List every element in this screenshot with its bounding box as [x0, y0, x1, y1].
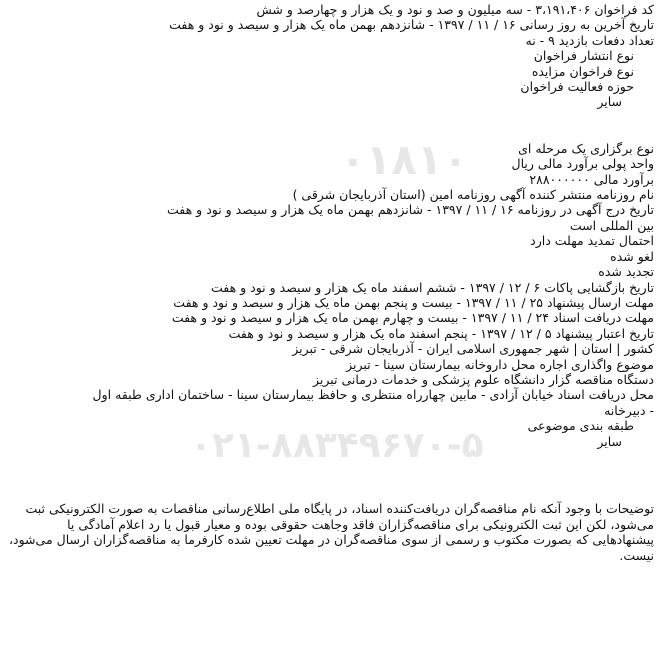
estimate-currency: واحد پولی برآورد مالی ریال [511, 156, 654, 172]
subject: موضوع واگذاری اجاره محل داروخانه بیمارستان سینا - تبریز [346, 356, 654, 372]
proposal-validity-date: تاریخ اعتبار پیشنهاد ۵ / ۱۲ / ۱۳۹۷ - پنجم اسفند ماه یک هزار و سیصد و نود و هفت [228, 325, 654, 341]
renewed-flag: تجدید شده [598, 264, 654, 280]
watermark-number: ۰۱۸۱۰ [340, 135, 469, 184]
tender-document [4, 2, 654, 646]
cancelled-flag: لغو شده [610, 248, 654, 264]
activity-area: حوزه فعالیت فراخوان [520, 79, 634, 95]
international-flag: بین المللی است [569, 217, 654, 233]
activity-area-value: سایر [597, 94, 622, 110]
organization: دستگاه مناقصه گزار دانشگاه علوم پزشکی و خدمات درمانی تبریز [312, 371, 654, 387]
call-type: نوع فراخوان مزایده [531, 63, 634, 79]
ad-date: تاریخ درج آگهی در روزنامه ۱۶ / ۱۱ / ۱۳۹۷ - شانزدهم بهمن ماه یک هزار و سیصد و نود و هفت [167, 202, 654, 218]
call-code: کد فراخوان ۳،۱۹۱،۴۰۶ - سه میلیون و صد و نود و یک هزار و چهارصد و شش [256, 2, 654, 17]
document-place-cont: - دبیرخانه [604, 402, 654, 418]
category-value: سایر [597, 433, 622, 449]
document-place: محل دریافت اسناد خیابان آزادی - مابین چهارراه منتظری و حافظ بیمارستان سینا - ساختمان اداری طبقه اول [92, 387, 654, 403]
watermark-phone: ۰۲۱-۸۸۳۴۹۶۷۰-۵ [190, 425, 484, 466]
visit-count: تعداد دفعات بازدید ۹ - نه [525, 32, 654, 48]
last-update-date: تاریخ آخرین به روز رسانی ۱۶ / ۱۱ / ۱۳۹۷ - شانزدهم بهمن ماه یک هزار و سیصد و نود و هفت [169, 17, 654, 33]
envelope-opening-date: تاریخ بازگشایی پاکات ۶ / ۱۲ / ۱۳۹۷ - ششم اسفند ماه یک هزار و سیصد و نود و هفت [210, 279, 654, 295]
location: کشور | استان | شهر جمهوری اسلامی ایران - آذربایجان شرقی - تبریز [292, 341, 654, 357]
publish-type: نوع انتشار فراخوان [533, 48, 634, 64]
holding-type: نوع برگزاری یک مرحله ای [518, 140, 654, 156]
newspaper-name: نام روزنامه منتشر کننده آگهی روزنامه امین (استان آذربایجان شرقی ) [292, 187, 654, 203]
categorization: طبقه بندی موضوعی [527, 418, 634, 434]
financial-estimate: برآورد مالی ۲۸۸۰۰۰۰۰۰ [529, 171, 654, 187]
extension-flag: احتمال تمدید مهلت دارد [530, 233, 654, 249]
description: توضیحات با وجود آنکه نام مناقصه‌گران دریافت‌کننده اسناد، در پایگاه ملی اطلاع‌رسانی مناقصات به صورت الکترونیکی ثبت می‌شود، لکن این ثبت الکترونیکی برای مناقصه‌گزاران فاقد وجاهت حقوقی بوده و معیار قبول یا رد اعلام آمادگی یا پیشنهادهایی که بصورت مکتوب و رسمی از سوی مناقصه‌گران در مهلت تعیین شده کارفرما به مناقصه‌گزاران ارسال می‌شود، نیست. [9, 501, 654, 563]
document-deadline: مهلت دریافت اسناد ۲۴ / ۱۱ / ۱۳۹۷ - بیست و چهارم بهمن ماه یک هزار و سیصد و نود و هفت [171, 310, 654, 326]
submission-deadline: مهلت ارسال پیشنهاد ۲۵ / ۱۱ / ۱۳۹۷ - بیست و پنجم بهمن ماه یک هزار و سیصد و نود و هفت [173, 294, 654, 310]
